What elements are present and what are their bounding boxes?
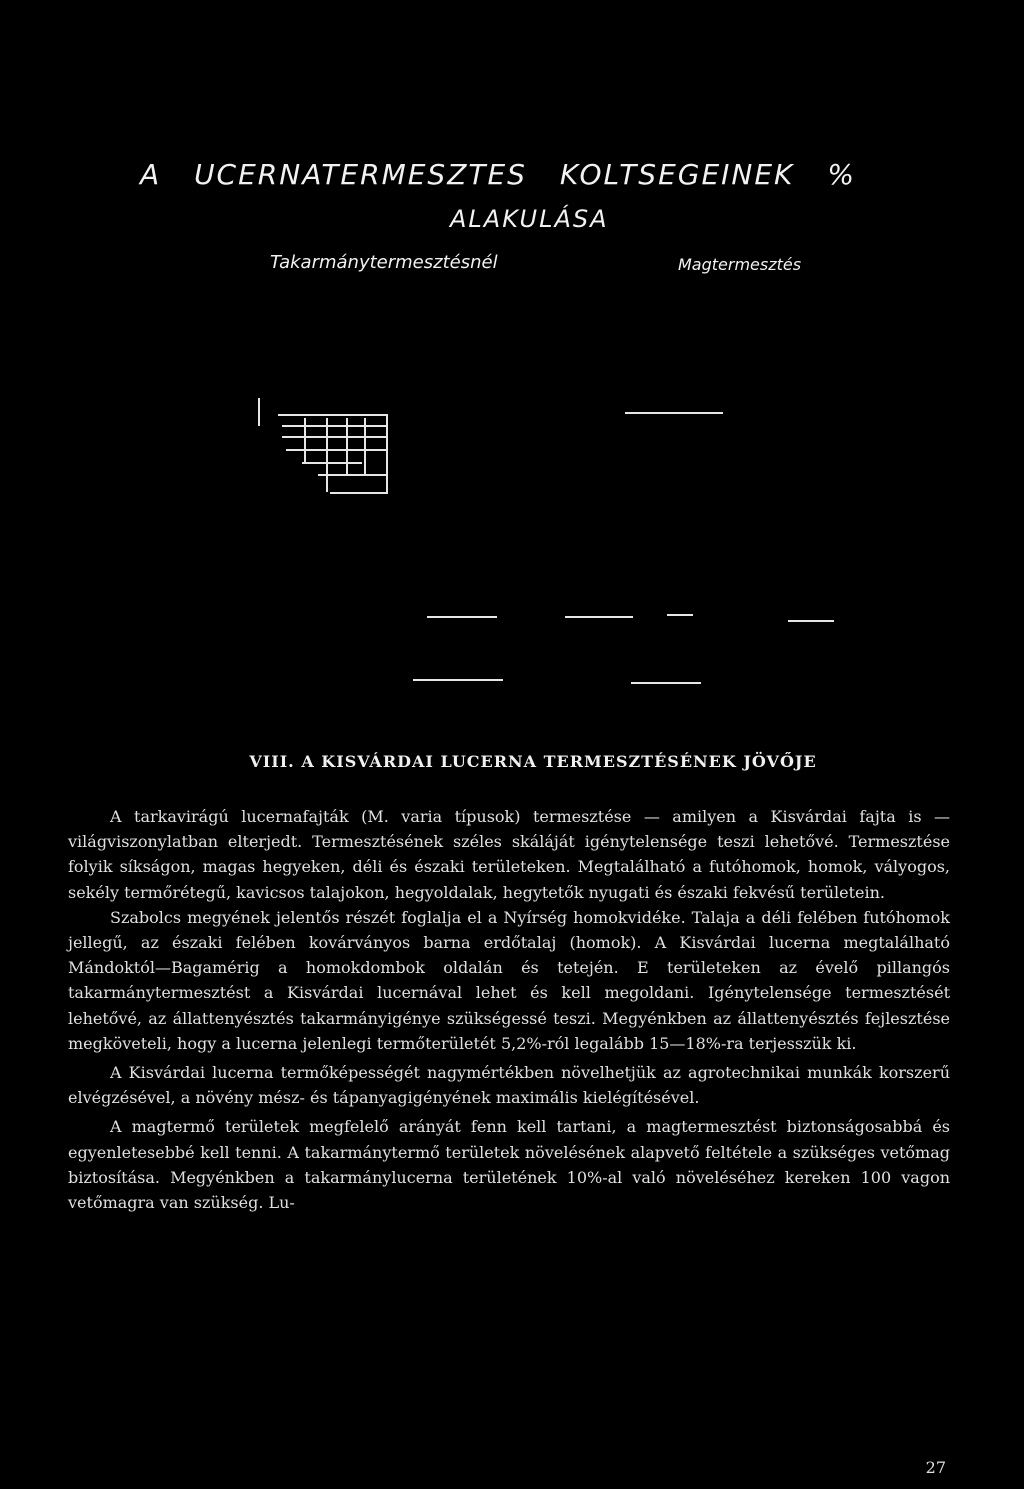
figure-subtitle-right: Magtermesztés xyxy=(678,255,802,274)
figure-title-line2: ALAKULÁSA xyxy=(450,205,609,233)
paragraph: A tarkavirágú lucernafajták (M. varia típusok) termesztése — amilyen a Kisvárdai fajta is — világviszonylatban elterjedt. Termesztésének széles skáláját igénytelensége teszi lehetővé. Termesztése folyik síkságon, magas hegyeken, déli és északi területeken. Megtalálható a futóhomok, homok, vályogos, sekély termőrétegű, kavicsos talajokon, hegyoldalak, hegytetők nyugati és északi fekvésű területein. xyxy=(68,807,950,902)
figure-stroke xyxy=(565,616,633,618)
figure-stroke xyxy=(302,462,362,464)
figure-stroke xyxy=(386,414,388,492)
figure-title-word: UCERNATERMESZTES xyxy=(194,158,527,191)
section-heading: VIII. A KISVÁRDAI LUCERNA TERMESZTÉSÉNEK JÖVŐJE xyxy=(249,752,817,771)
figure-stroke xyxy=(667,614,693,616)
figure-stroke xyxy=(282,425,386,427)
figure-stroke xyxy=(282,436,386,438)
figure-stroke xyxy=(788,620,834,622)
figure-title-word: % xyxy=(827,158,856,191)
figure-stroke xyxy=(346,418,348,474)
figure-stroke xyxy=(364,418,366,474)
figure-title-word: A xyxy=(140,158,162,191)
paragraph: A magtermő területek megfelelő arányát fenn kell tartani, a magtermesztést biztonságosabbá és egyenletesebbé kell tenni. A takarmánytermő területek növelésének alapvető feltétele a szükséges vetőmag biztosítása. Megyénkben a takarmánylucerna területének 10%-al való növeléséhez kereken 100 vagon vetőmagra van szükség. Lu- xyxy=(68,1117,950,1213)
figure-title-word: KOLTSEGEINEK xyxy=(559,158,795,191)
figure-stroke xyxy=(625,412,723,414)
figure-stroke xyxy=(278,414,386,416)
figure-stroke xyxy=(631,682,701,684)
figure-stroke xyxy=(258,398,260,426)
page-number: 27 xyxy=(925,1458,946,1477)
body-text xyxy=(68,804,950,1215)
figure-stroke xyxy=(318,474,388,476)
figure-subtitle-left: Takarmánytermesztésnél xyxy=(270,252,498,273)
figure-stroke xyxy=(286,449,386,451)
figure-stroke xyxy=(427,616,497,618)
figure-stroke xyxy=(330,492,388,494)
figure-stroke xyxy=(326,418,328,492)
paragraph: Szabolcs megyének jelentős részét foglalja el a Nyírség homokvidéke. Talaja a déli felében futóhomok jellegű, az északi felében kovárványos barna erdőtalaj (homok). A Kisvárdai lucerna megtalálható Mándoktól—Bagamérig a homokdombok oldalán és tetején. E területeken az évelő pillangós takarmánytermesztést a Kisvárdai lucernával lehet és kell megoldani. Igénytelensége termesztését lehetővé, az állattenyésztés takarmányigénye szükségessé teszi. Megyénkben az állattenyésztés fejlesztése megköveteli, hogy a lucerna jelenlegi termőterületét 5,2%-ról legalább 15—18%-ra terjesszük ki. xyxy=(68,907,950,1053)
figure-title-line1 xyxy=(140,158,856,191)
figure-stroke xyxy=(304,418,306,462)
figure-stroke xyxy=(413,679,503,681)
paragraph: A Kisvárdai lucerna termőképességét nagymértékben növelhetjük az agrotechnikai munkák korszerű elvégzésével, a növény mész- és tápanyagigényének maximális kielégítésével. xyxy=(68,1063,950,1108)
